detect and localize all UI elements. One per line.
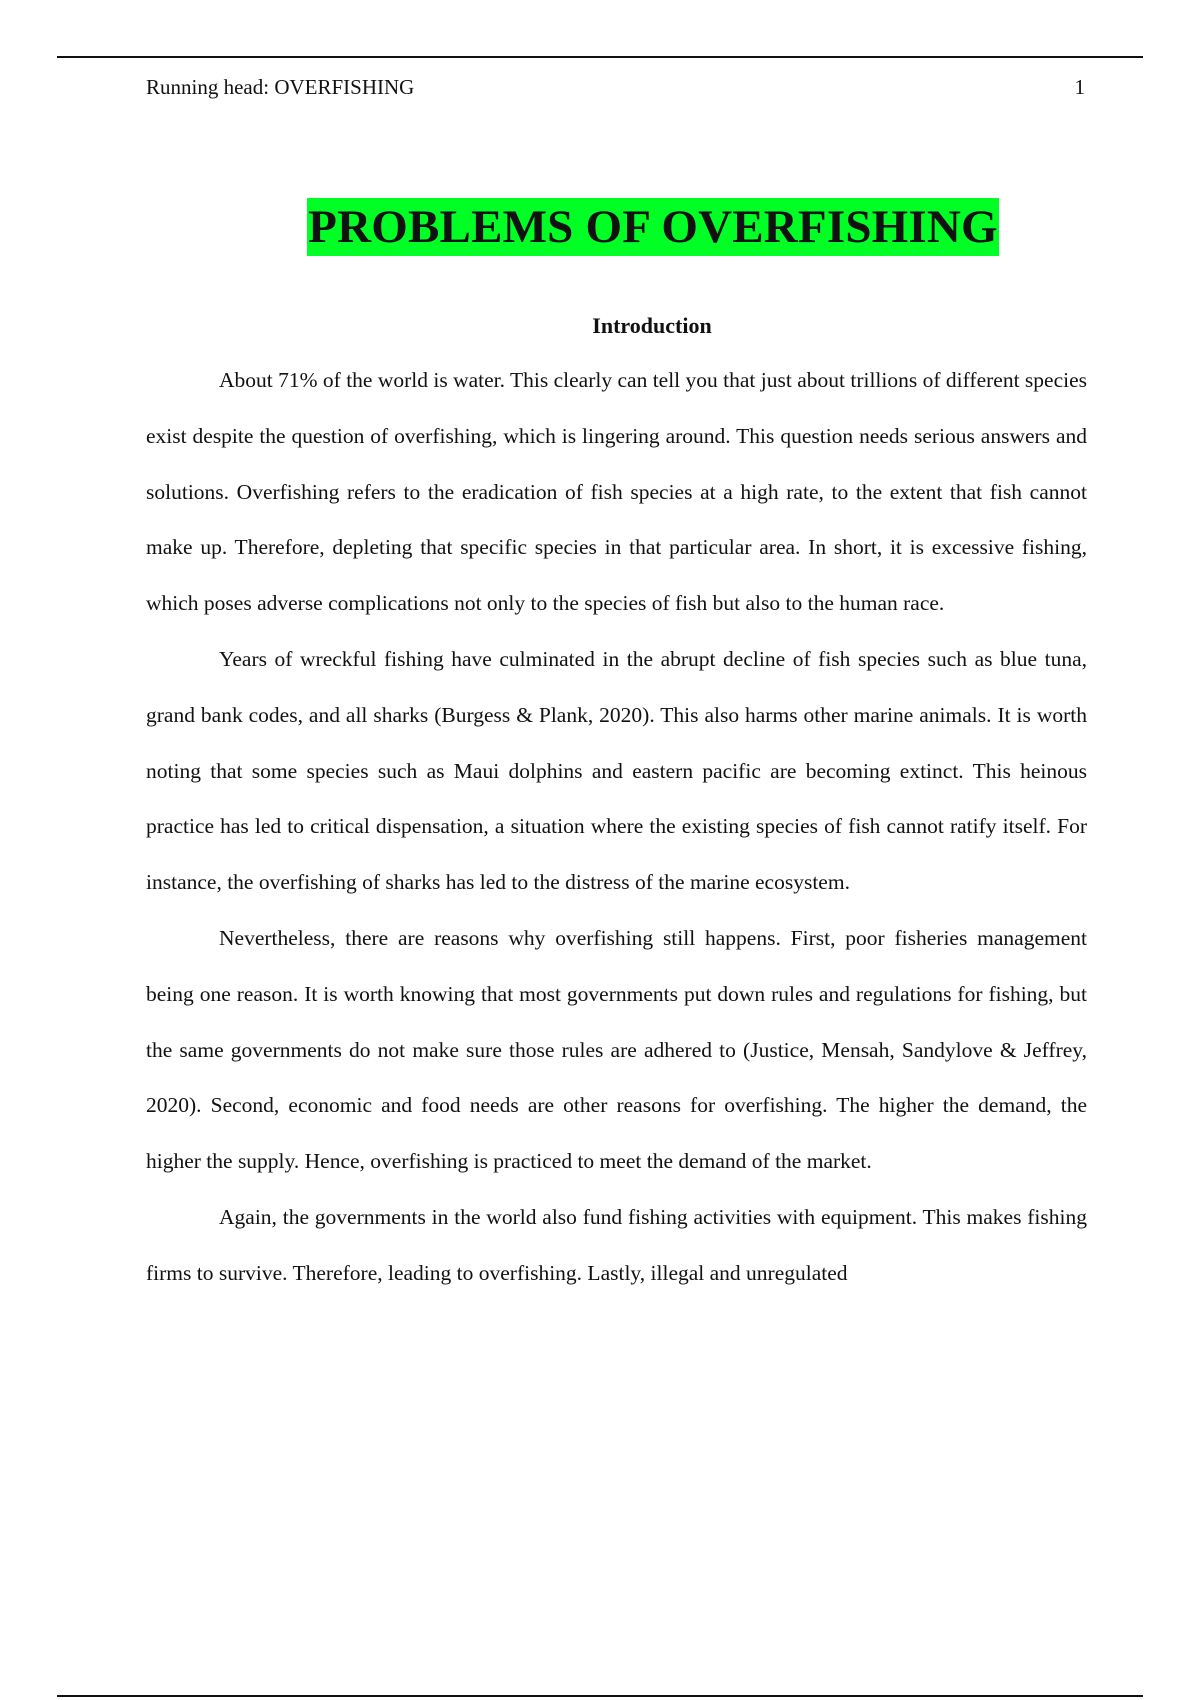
running-head-text: Running head: OVERFISHING bbox=[146, 75, 415, 99]
document-body bbox=[146, 353, 1087, 1302]
paragraph: Years of wreckful fishing have culminated in the abrupt decline of fish species such as blue tuna, grand bank codes, and all sharks (Burgess & Plank, 2020). This also harms other marine animals. It is worth noting that some species such as Maui dolphins and eastern pacific are becoming extinct. This heinous practice has led to critical dispensation, a situation where the existing species of fish cannot ratify itself. For instance, the overfishing of sharks has led to the distress of the marine ecosystem. bbox=[146, 646, 1087, 895]
paragraph: About 71% of the world is water. This clearly can tell you that just about trillions of different species exist despite the question of overfishing, which is lingering around. This question needs serious answers and solutions. Overfishing refers to the eradication of fish species at a high rate, to the extent that fish cannot make up. Therefore, depleting that specific species in that particular area. In short, it is excessive fishing, which poses adverse complications not only to the species of fish but also to the human race. bbox=[146, 368, 1087, 616]
top-rule bbox=[57, 56, 1143, 58]
paragraph: Again, the governments in the world also fund fishing activities with equipment. This makes fishing firms to survive. Therefore, leading to overfishing. Lastly, illegal and unregulated bbox=[146, 1204, 1087, 1285]
title-container bbox=[0, 198, 1200, 256]
bottom-rule bbox=[57, 1695, 1143, 1697]
document-title: PROBLEMS OF OVERFISHING bbox=[307, 198, 999, 256]
running-head bbox=[146, 72, 1085, 102]
section-heading: Introduction bbox=[592, 313, 712, 338]
paragraph: Nevertheless, there are reasons why overfishing still happens. First, poor fisheries management being one reason. It is worth knowing that most governments put down rules and regulations for fishing, but the same governments do not make sure those rules are adhered to (Justice, Mensah, Sandylove & Jeffrey, 2020). Second, economic and food needs are other reasons for overfishing. The higher the demand, the higher the supply. Hence, overfishing is practiced to meet the demand of the market. bbox=[146, 925, 1087, 1174]
page-number: 1 bbox=[1074, 75, 1085, 99]
